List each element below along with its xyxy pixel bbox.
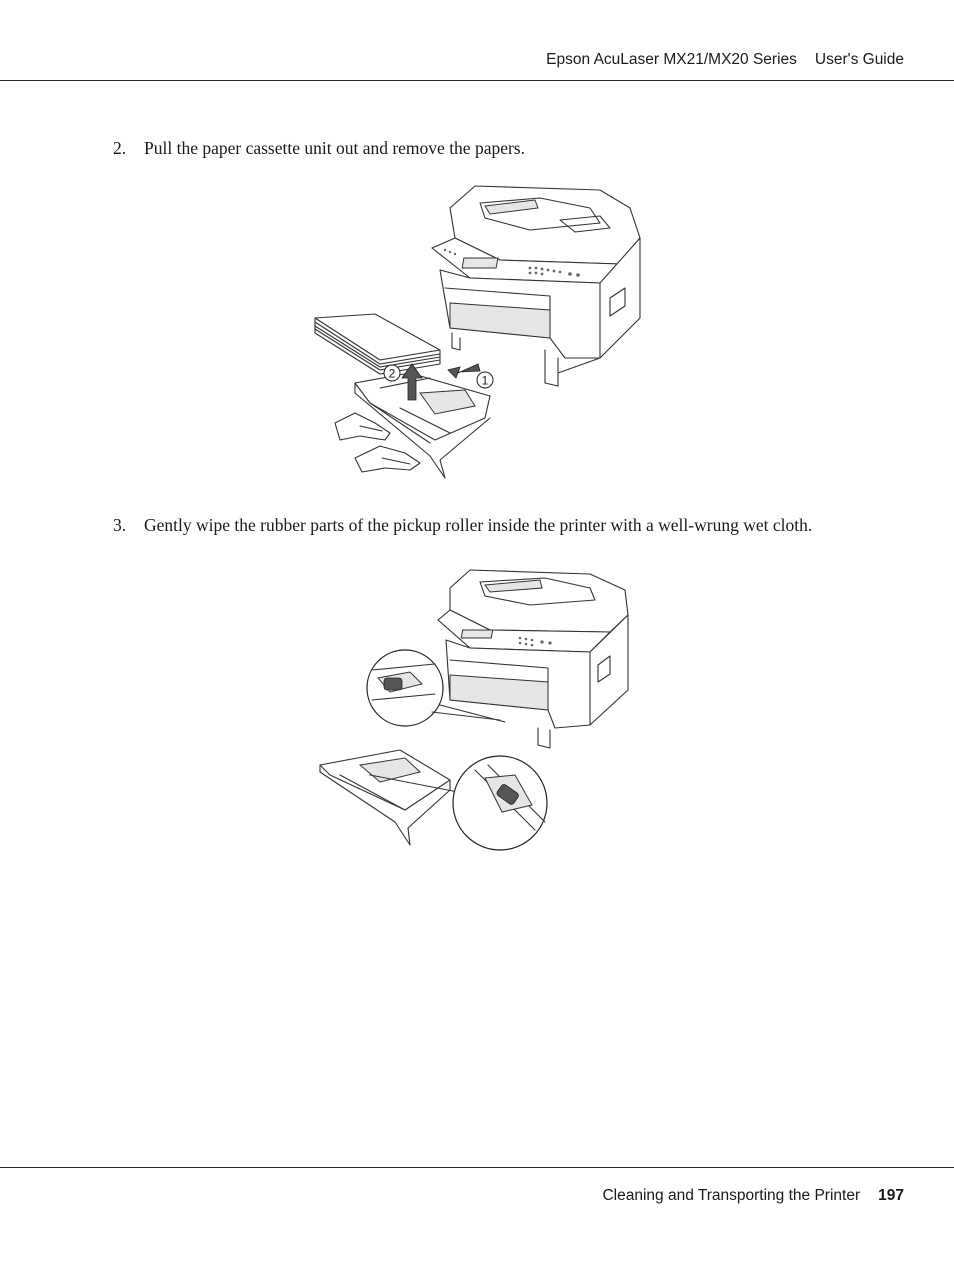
printer-illustration	[438, 570, 628, 748]
arrow-pull-out-icon	[448, 364, 480, 378]
callout-1-label: 1	[481, 373, 489, 388]
callout-2-label: 2	[388, 366, 396, 381]
page-header	[546, 51, 904, 69]
step-text: Pull the paper cassette unit out and remove the papers.	[144, 138, 525, 158]
step-number: 3.	[113, 515, 127, 535]
printer-illustration	[432, 186, 640, 386]
page-footer	[602, 1187, 904, 1205]
paper-stack-illustration	[315, 314, 440, 374]
paper-cassette-illustration	[320, 750, 458, 845]
header-guide-name: User's Guide	[814, 51, 904, 68]
footer-section-title: Cleaning and Transporting the Printer	[602, 1187, 861, 1204]
step-number: 2.	[113, 138, 127, 158]
header-product-name: Epson AcuLaser MX21/MX20 Series	[546, 51, 797, 68]
callout-2	[384, 365, 400, 381]
callout-1	[477, 372, 493, 388]
header-rule	[0, 80, 954, 81]
figure-remove-paper-cassette	[300, 178, 650, 488]
figure-pickup-roller-cleaning	[310, 560, 640, 855]
step-2	[113, 138, 525, 159]
illustration-printer-cassette-removal	[300, 178, 650, 488]
footer-rule	[0, 1167, 954, 1168]
detail-callout-cassette-roller	[453, 756, 547, 850]
step-text: Gently wipe the rubber parts of the pickup roller inside the printer with a well-wrung wet cloth.	[144, 515, 813, 535]
pickup-roller-icon	[384, 678, 402, 690]
step-3	[113, 515, 812, 536]
illustration-pickup-roller	[310, 560, 640, 855]
page-number: 197	[878, 1187, 904, 1204]
